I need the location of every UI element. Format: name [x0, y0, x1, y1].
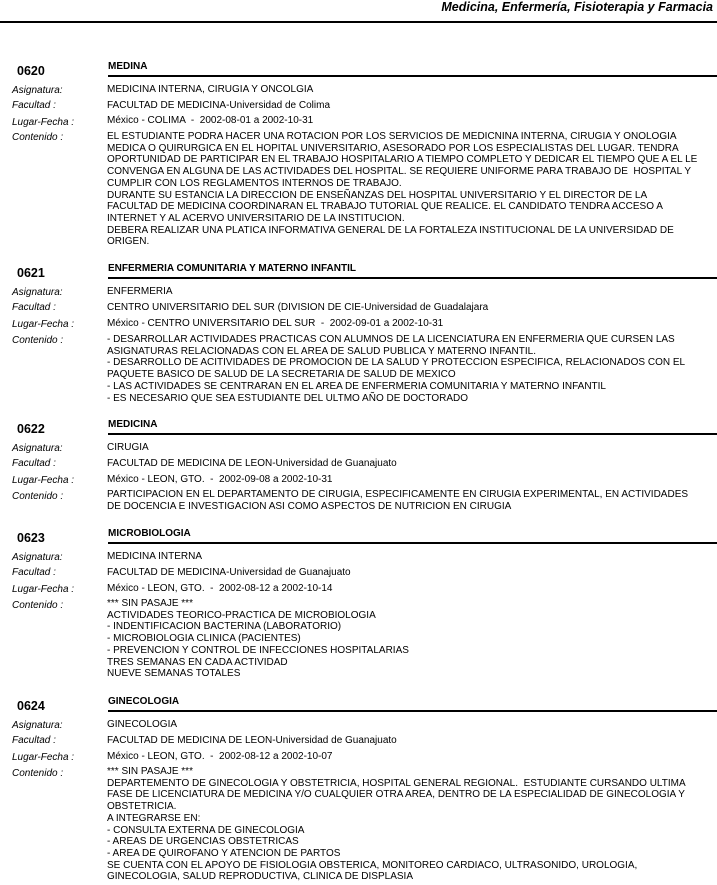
contenido-value: *** SIN PASAJE *** DEPARTEMENTO DE GINECOLOGIA Y OBSTETRICIA, HOSPITAL GENERAL REGIONAL. ESTUDIANTE CURSANDO ULTIMA FASE DE LICENCIATURA DE MEDICINA Y/O CUALQUIER OTRA AREA, DENTRO DE LA ESPECIALIDAD DE GINECOLOGIA Y OBSTETRICIA. A INTEGRARSE EN: - CONSULTA EXTERNA DE GINECOLOGIA - AREAS DE URGENCIAS OBSTETRICAS - AREA DE QUIROFANO Y ATENCION DE PARTOS SE CUENTA CON EL APOYO DE FISIOLOGIA OBSTERICA, MONITOREO CARDIACO, ULTRASONIDO, UROLOGIA, GINECOLOGIA, SALUD REPRODUCTIVA, CLINICA DE DISPLASIA	[107, 766, 686, 883]
facultad-label: Facultad :	[12, 567, 56, 578]
asignatura-value: MEDICINA INTERNA, CIRUGIA Y ONCOLGIA	[107, 84, 314, 95]
lugar-fecha-label: Lugar-Fecha :	[12, 117, 75, 128]
lugar-fecha-value: México - LEON, GTO. - 2002-08-12 a 2002-10-14	[107, 583, 333, 594]
entry-code: 0622	[17, 422, 45, 436]
header-divider	[0, 21, 717, 23]
entry-name: ENFERMERIA COMUNITARIA Y MATERNO INFANTIL	[108, 263, 356, 274]
lugar-fecha-label: Lugar-Fecha :	[12, 319, 75, 330]
lugar-fecha-value: México - COLIMA - 2002-08-01 a 2002-10-31	[107, 115, 314, 126]
facultad-value: FACULTAD DE MEDICINA-Universidad de Guanajuato	[107, 567, 351, 578]
entry-divider	[108, 75, 717, 77]
entry-divider	[108, 542, 717, 544]
contenido-label: Contenido :	[12, 491, 64, 502]
page-header-title: Medicina, Enfermería, Fisioterapia y Farmacia	[441, 0, 713, 14]
contenido-label: Contenido :	[12, 768, 64, 779]
contenido-label: Contenido :	[12, 132, 64, 143]
lugar-fecha-label: Lugar-Fecha :	[12, 584, 75, 595]
asignatura-value: MEDICINA INTERNA	[107, 551, 203, 562]
contenido-value: *** SIN PASAJE *** ACTIVIDADES TEORICO-PRACTICA DE MICROBIOLOGIA - INDENTIFICACION BACTERINA (LABORATORIO) - MICROBIOLOGIA CLINICA (PACIENTES) - PREVENCION Y CONTROL DE INFECCIONES HOSPITALARIAS TRES SEMANAS EN CADA ACTIVIDAD NUEVE SEMANAS TOTALES	[107, 598, 409, 680]
facultad-label: Facultad :	[12, 735, 56, 746]
entry-divider	[108, 277, 717, 279]
asignatura-value: ENFERMERIA	[107, 286, 173, 297]
asignatura-label: Asignatura:	[12, 287, 63, 298]
entry-name: GINECOLOGIA	[108, 696, 180, 707]
contenido-value: - DESARROLLAR ACTIVIDADES PRACTICAS CON ALUMNOS DE LA LICENCIATURA EN ENFERMERIA QUE CURSEN LAS ASIGNATURAS RELACIONADAS CON EL AREA DE SALUD PUBLICA Y MATERNO INFANTIL. - DESARROLLO DE ACITIVIDADES DE PROMOCION DE LA SALUD Y PROTECCION ESPECIFICA, RELACIONADOS CON EL PAQUETE BASICO DE SALUD DE LA SECRETARIA DE SALUD DE MEXICO - LAS ACTIVIDADES SE CENTRARAN EN EL AREA DE ENFERMERIA COMUNITARIA Y MATERNO INFANTIL - ES NECESARIO QUE SEA ESTUDIANTE DEL ULTMO AÑO DE DOCTORADO	[107, 334, 686, 404]
lugar-fecha-value: México - CENTRO UNIVERSITARIO DEL SUR - 2002-09-01 a 2002-10-31	[107, 318, 444, 329]
facultad-value: CENTRO UNIVERSITARIO DEL SUR (DIVISION DE CIE-Universidad de Guadalajara	[107, 302, 489, 313]
lugar-fecha-label: Lugar-Fecha :	[12, 475, 75, 486]
entry-code: 0623	[17, 531, 45, 545]
entry-name: MEDINA	[108, 61, 148, 72]
asignatura-label: Asignatura:	[12, 443, 63, 454]
facultad-label: Facultad :	[12, 302, 56, 313]
facultad-value: FACULTAD DE MEDICINA DE LEON-Universidad de Guanajuato	[107, 735, 397, 746]
entry-code: 0621	[17, 266, 45, 280]
asignatura-label: Asignatura:	[12, 552, 63, 563]
contenido-label: Contenido :	[12, 600, 64, 611]
asignatura-label: Asignatura:	[12, 85, 63, 96]
asignatura-value: CIRUGIA	[107, 442, 149, 453]
lugar-fecha-label: Lugar-Fecha :	[12, 752, 75, 763]
entry-divider	[108, 710, 717, 712]
contenido-value: PARTICIPACION EN EL DEPARTAMENTO DE CIRUGIA, ESPECIFICAMENTE EN CIRUGIA EXPERIMENTAL, EN ACTIVIDADES DE DOCENCIA E INVESTIGACION ASI COMO ASPECTOS DE NUTRICION EN CIRUGIA	[107, 489, 689, 512]
entry-code: 0624	[17, 699, 45, 713]
asignatura-label: Asignatura:	[12, 720, 63, 731]
facultad-label: Facultad :	[12, 458, 56, 469]
facultad-value: FACULTAD DE MEDICINA-Universidad de Colima	[107, 100, 331, 111]
facultad-label: Facultad :	[12, 100, 56, 111]
contenido-label: Contenido :	[12, 335, 64, 346]
asignatura-value: GINECOLOGIA	[107, 719, 178, 730]
entry-name: MICROBIOLOGIA	[108, 528, 191, 539]
entry-name: MEDICINA	[108, 419, 158, 430]
facultad-value: FACULTAD DE MEDICINA DE LEON-Universidad de Guanajuato	[107, 458, 397, 469]
lugar-fecha-value: México - LEON, GTO. - 2002-09-08 a 2002-10-31	[107, 474, 333, 485]
lugar-fecha-value: México - LEON, GTO. - 2002-08-12 a 2002-10-07	[107, 751, 333, 762]
entry-divider	[108, 433, 717, 435]
entry-code: 0620	[17, 64, 45, 78]
contenido-value: EL ESTUDIANTE PODRA HACER UNA ROTACION POR LOS SERVICIOS DE MEDICNINA INTERNA, CIRUGIA Y ONOLOGIA MEDICA O QUIRURGICA EN EL HOPITAL UNIVERSITARIO, ASESORADO POR LOS ESPECIALISTAS DEL LUGAR. TENDRA OPORTUNIDAD DE PARTICIPAR EN EL TRABAJO HOSPITALARIO A TIEMPO COMPLETO Y DEDICAR EL TIEMPO QUE A EL LE CONVENGA EN ALGUNA DE LAS ACTIVIDADES DEL HOSPITAL. SE REQUIERE UNIFORME PARA TRABAJO DE HOSPITAL Y CUMPLIR CON LOS REGLAMENTOS INTERNOS DE TRABAJO. DURANTE SU ESTANCIA LA DIRECCION DE ENSEÑANZAS DEL HOSPITAL UNIVERSITARIO Y EL DIRECTOR DE LA FACULTAD DE MEDICINA COORDINARAN EL TRABAJO TUTORIAL QUE REALICE. EL CANDIDATO TENDRA ACCESO A INTERNET Y AL ACERVO UNIVERSITARIO DE LA INSTITUCION. DEBERA REALIZAR UNA PLATICA INFORMATIVA GENERAL DE LA FORTALEZA INSTITUCIONAL DE LA UNIVERSIDAD DE ORIGEN.	[107, 131, 698, 248]
